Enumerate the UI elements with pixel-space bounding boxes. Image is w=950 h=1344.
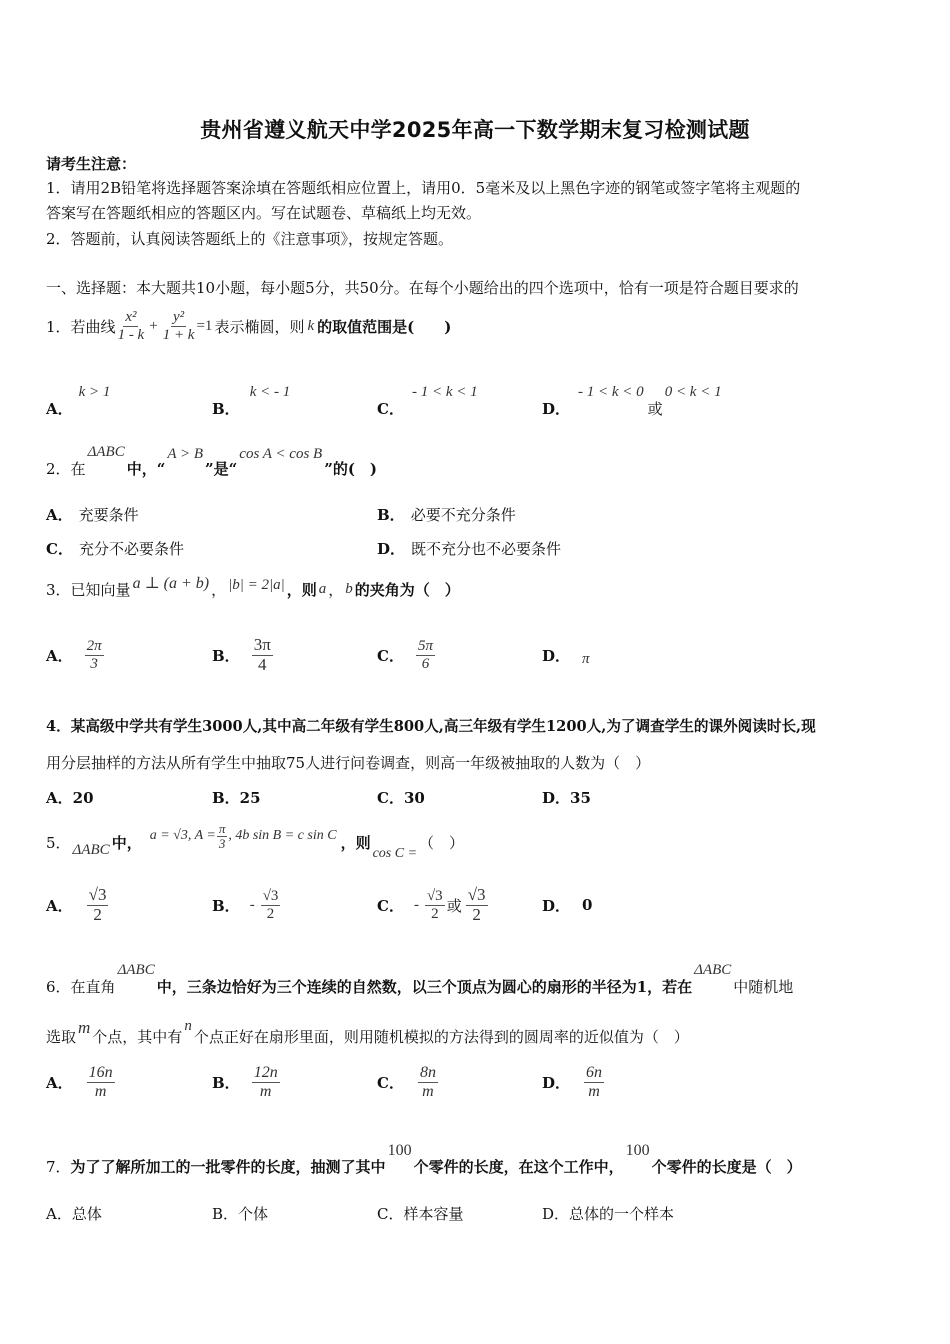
fraction bbox=[87, 886, 109, 924]
option-a[interactable] bbox=[46, 632, 104, 678]
option-label: D． bbox=[542, 1073, 571, 1092]
option-a[interactable] bbox=[46, 384, 110, 419]
question-text: 表示椭圆，则 bbox=[214, 317, 305, 336]
notice-line-1a: 1．请用2B铅笔将选择题答案涂填在答题纸相应位置上，请用0．5毫米及以上黑色字迹的钢笔或签字笔将主观题的 bbox=[46, 179, 801, 197]
question-text: ，则 bbox=[286, 580, 317, 599]
question-text: 个零件的长度是（ ） bbox=[651, 1158, 802, 1176]
option-c[interactable]: C．30 bbox=[377, 789, 425, 807]
question-text: 若曲线 bbox=[70, 317, 116, 336]
option-value: k > 1 bbox=[78, 384, 111, 400]
math-var: k bbox=[307, 317, 315, 334]
denominator: 1 + k bbox=[162, 326, 195, 343]
question-text: 在直角 bbox=[70, 978, 116, 996]
fraction bbox=[416, 638, 435, 672]
fraction bbox=[116, 309, 147, 343]
option-a[interactable] bbox=[46, 880, 108, 930]
option-c[interactable] bbox=[377, 632, 435, 678]
option-b[interactable] bbox=[212, 384, 290, 419]
option-d[interactable] bbox=[542, 632, 590, 678]
minus-sign: - bbox=[413, 896, 419, 913]
numerator: √3 bbox=[467, 884, 486, 904]
fraction bbox=[418, 1064, 438, 1100]
equals: =1 bbox=[196, 317, 213, 334]
option-c[interactable] bbox=[377, 880, 488, 930]
denominator: 2 bbox=[93, 904, 102, 924]
question-number: 1． bbox=[46, 317, 71, 336]
denominator: 4 bbox=[257, 654, 267, 674]
fraction bbox=[161, 309, 197, 343]
option-b[interactable]: B．个体 bbox=[212, 1205, 269, 1223]
option-label: C． bbox=[377, 1073, 404, 1092]
option-label: C． bbox=[377, 400, 404, 418]
math-expr: a = √3, A = bbox=[149, 828, 216, 843]
denominator: 3 bbox=[218, 836, 226, 852]
option-value: - 1 < k < 1 bbox=[411, 384, 478, 400]
question-text: （ ） bbox=[419, 834, 465, 852]
numerator: 2π bbox=[86, 638, 102, 654]
question-3 bbox=[46, 572, 460, 606]
option-b[interactable] bbox=[212, 632, 273, 678]
numerator: 3π bbox=[253, 634, 271, 654]
minus-sign: - bbox=[249, 896, 255, 913]
option-value: 既不充分也不必要条件 bbox=[411, 540, 562, 558]
option-d[interactable] bbox=[542, 1058, 604, 1106]
numerator: 6n bbox=[586, 1063, 603, 1081]
math-expr: |b| = 2|a| bbox=[228, 576, 285, 593]
question-1 bbox=[46, 302, 451, 350]
denominator: 2 bbox=[266, 905, 275, 922]
numerator: π bbox=[218, 821, 226, 836]
numerator: √3 bbox=[88, 884, 107, 904]
denominator: 2 bbox=[431, 905, 439, 922]
option-label: D． bbox=[377, 540, 406, 558]
option-label: C． bbox=[46, 540, 73, 558]
option-d[interactable] bbox=[542, 384, 722, 419]
denominator: m bbox=[259, 1082, 272, 1100]
option-label: A． bbox=[46, 400, 73, 418]
question-text: 中，“ bbox=[126, 460, 166, 478]
math-expr: cos A < cos B bbox=[239, 446, 323, 462]
option-label: A． bbox=[46, 646, 73, 665]
denominator: m bbox=[588, 1082, 600, 1100]
fraction bbox=[584, 1064, 604, 1100]
option-d[interactable] bbox=[542, 880, 592, 930]
question-number: 2． bbox=[46, 460, 71, 478]
math-var: n bbox=[184, 1018, 192, 1034]
math-expr: a ⊥ (a + b) bbox=[132, 575, 210, 592]
question-text: 中， bbox=[111, 834, 142, 852]
option-c[interactable] bbox=[377, 384, 478, 419]
numerator: y² bbox=[173, 309, 185, 325]
option-d[interactable]: D．35 bbox=[542, 789, 591, 807]
numerator: x² bbox=[125, 309, 137, 325]
math-expr: ΔABC bbox=[694, 962, 732, 978]
notice-line-2: 2．答题前，认真阅读答题纸上的《注意事项》，按规定答题。 bbox=[46, 230, 454, 248]
fraction bbox=[87, 1064, 115, 1100]
option-a[interactable] bbox=[46, 504, 139, 525]
option-value: k < - 1 bbox=[249, 384, 291, 400]
math-expr: cos C = bbox=[372, 846, 418, 861]
option-a[interactable]: A．20 bbox=[46, 789, 94, 807]
numerator: 16n bbox=[88, 1063, 113, 1081]
page-title: 贵州省遵义航天中学2025年高一下数学期末复习检测试题 bbox=[200, 118, 750, 142]
option-value: 0 bbox=[582, 896, 593, 914]
fraction bbox=[425, 888, 445, 922]
math-var: a bbox=[318, 580, 327, 597]
question-2 bbox=[46, 444, 377, 479]
question-number: 5． bbox=[46, 834, 71, 852]
denominator: 1 - k bbox=[117, 326, 145, 343]
numerator: √3 bbox=[262, 888, 279, 904]
option-b[interactable] bbox=[212, 880, 280, 930]
option-label: B． bbox=[212, 646, 240, 665]
fraction bbox=[252, 1064, 280, 1100]
or-word: 或 bbox=[446, 896, 462, 915]
question-5 bbox=[46, 822, 464, 862]
option-label: C． bbox=[377, 896, 404, 915]
question-text: 个零件的长度，在这个工作中， bbox=[413, 1158, 624, 1176]
math-expr: , 4b sin B = c sin C bbox=[228, 828, 337, 843]
option-a[interactable] bbox=[46, 1058, 115, 1106]
question-text: 的夹角为（ ） bbox=[354, 580, 460, 599]
option-d[interactable] bbox=[377, 538, 561, 559]
question-number: 3． bbox=[46, 580, 71, 599]
math-var: m bbox=[78, 1018, 91, 1037]
punctuation: ， bbox=[211, 580, 227, 599]
notice-line-1b: 答案写在答题纸相应的答题区内。写在试题卷、草稿纸上均无效。 bbox=[46, 204, 482, 222]
numerator: √3 bbox=[426, 888, 443, 904]
denominator: m bbox=[94, 1082, 107, 1100]
option-d[interactable]: D．总体的一个样本 bbox=[542, 1205, 675, 1223]
option-value: 0 < k < 1 bbox=[664, 384, 722, 400]
option-c[interactable] bbox=[46, 538, 184, 559]
option-label: A． bbox=[46, 1073, 73, 1092]
option-b[interactable] bbox=[212, 1058, 280, 1106]
option-b[interactable] bbox=[377, 504, 516, 525]
question-text: 在 bbox=[70, 460, 86, 478]
question-text: 已知向量 bbox=[70, 580, 131, 599]
question-text: ”是“ bbox=[205, 460, 238, 478]
option-value: 充分不必要条件 bbox=[78, 540, 184, 558]
question-text: ，则 bbox=[340, 834, 371, 852]
math-expr: ΔABC bbox=[72, 842, 110, 858]
or-word: 或 bbox=[647, 400, 663, 418]
numerator: 5π bbox=[417, 638, 433, 654]
numerator: 8n bbox=[419, 1063, 436, 1081]
option-label: A． bbox=[46, 896, 73, 915]
option-label: B． bbox=[212, 1073, 240, 1092]
fraction bbox=[217, 822, 228, 852]
question-text: 个点，其中有 bbox=[92, 1028, 183, 1046]
section-heading: 一、选择题：本大题共10小题，每小题5分，共50分。在每个小题给出的四个选项中，恰有一项是符合题目要求的 bbox=[46, 279, 799, 297]
denominator: 2 bbox=[472, 904, 481, 924]
option-label: B． bbox=[212, 400, 240, 418]
option-a[interactable]: A．总体 bbox=[46, 1205, 102, 1223]
question-text: 选取 bbox=[46, 1028, 77, 1046]
option-value: 必要不充分条件 bbox=[410, 506, 516, 524]
question-6-line-1 bbox=[46, 962, 793, 997]
denominator: 3 bbox=[90, 655, 98, 672]
math-expr: A > B bbox=[167, 446, 204, 462]
option-label: B． bbox=[212, 896, 240, 915]
option-value: π bbox=[582, 650, 590, 667]
denominator: m bbox=[422, 1082, 434, 1100]
option-value: - 1 < k < 0 bbox=[578, 384, 644, 400]
option-b[interactable]: B．25 bbox=[212, 789, 261, 807]
question-4-line-2: 用分层抽样的方法从所有学生中抽取75人进行问卷调查，则高一年级被抽取的人数为（ ） bbox=[46, 754, 651, 772]
option-label: A． bbox=[46, 506, 73, 524]
question-6-line-2 bbox=[46, 1018, 689, 1047]
numerator: 12n bbox=[253, 1063, 278, 1081]
option-c[interactable]: C．样本容量 bbox=[377, 1205, 464, 1223]
question-text: ”的( ) bbox=[324, 460, 378, 478]
option-label: D． bbox=[542, 400, 571, 418]
question-text: 个点正好在扇形里面，则用随机模拟的方法得到的圆周率的近似值为（ ） bbox=[193, 1028, 689, 1046]
math-expr: ΔABC bbox=[117, 962, 155, 978]
question-number: 7． bbox=[46, 1158, 71, 1176]
fraction bbox=[85, 638, 104, 672]
option-label: C． bbox=[377, 646, 404, 665]
math-number: 100 bbox=[387, 1142, 412, 1159]
punctuation: ， bbox=[328, 580, 344, 599]
question-7 bbox=[46, 1142, 802, 1177]
notice-heading: 请考生注意： bbox=[46, 155, 137, 173]
math-var: b bbox=[345, 580, 353, 597]
fraction bbox=[261, 888, 281, 922]
question-text: 中随机地 bbox=[733, 978, 794, 996]
question-4-line-1: 4．某高级中学共有学生3000人,其中高二年级有学生800人,高三年级有学生1200人,为了调查学生的课外阅读时长,现 bbox=[46, 718, 816, 735]
question-text: 为了了解所加工的一批零件的长度，抽测了其中 bbox=[70, 1158, 386, 1176]
plus-sign: + bbox=[149, 317, 158, 334]
math-number: 100 bbox=[625, 1142, 650, 1159]
question-number: 6． bbox=[46, 978, 71, 996]
option-label: D． bbox=[542, 896, 571, 915]
option-label: B． bbox=[377, 506, 405, 524]
math-expr: ΔABC bbox=[87, 444, 125, 460]
fraction bbox=[466, 886, 488, 924]
denominator: 6 bbox=[421, 655, 430, 672]
question-text: 中，三条边恰好为三个连续的自然数，以三个顶点为圆心的扇形的半径为1，若在 bbox=[156, 978, 693, 996]
fraction bbox=[252, 636, 273, 674]
option-c[interactable] bbox=[377, 1058, 438, 1106]
option-value: 充要条件 bbox=[78, 506, 139, 524]
option-label: D． bbox=[542, 646, 571, 665]
question-text: 的取值范围是( ) bbox=[317, 317, 452, 336]
